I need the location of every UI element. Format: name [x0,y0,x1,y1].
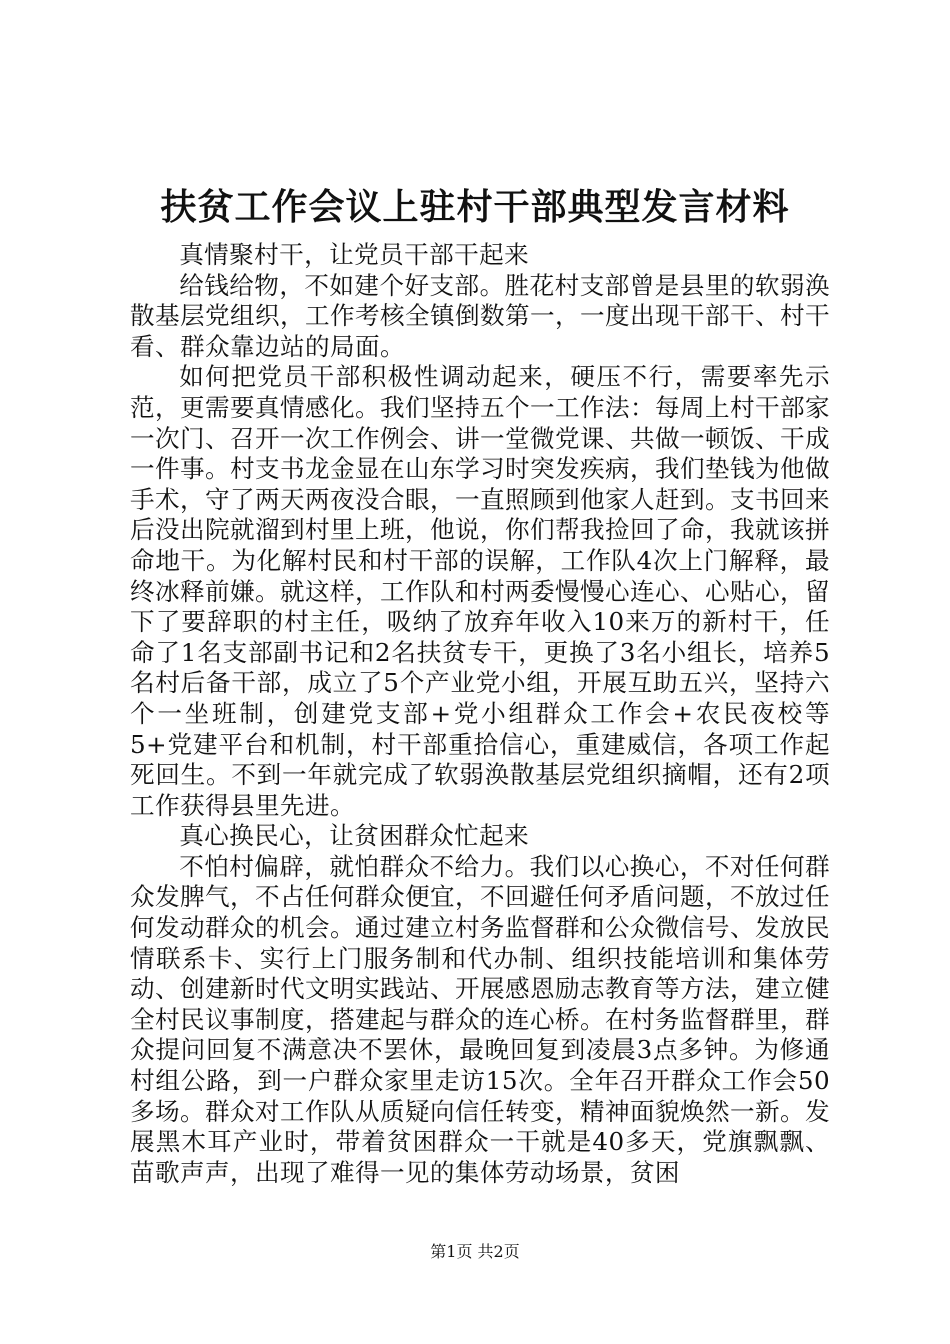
document-body [130,240,830,1188]
section-heading-2: 真心换民心，让贫困群众忙起来 [179,821,530,851]
page-footer: 第1页 共2页 [430,1242,520,1261]
paragraph-3: 不怕村偏辟，就怕群众不给力。我们以心换心，不对任何群众发脾气，不占任何群众便宜，不回避任何矛盾问题，不放过任何发动群众的机会。通过建立村务监督群和公众微信号、发放民情联系卡、实行上门服务制和代办制、组织技能培训和集体劳动、创建新时代文明实践站、开展感恩励志教育等方法，建立健全村民议事制度，搭建起与群众的连心桥。在村务监督群里，群众提问回复不满意决不罢休，最晚回复到凌晨3点多钟。为修通村组公路，到一户群众家里走访15次。全年召开群众工作会50多场。群众对工作队从质疑向信任转变，精神面貌焕然一新。发展黑木耳产业时，带着贫困群众一干就是40多天，党旗飘飘、苗歌声声，出现了难得一见的集体劳动场景，贫困 [130,851,830,1187]
paragraph-2: 如何把党员干部积极性调动起来，硬压不行，需要率先示范，更需要真情感化。我们坚持五个一工作法：每周上村干部家一次门、召开一次工作例会、讲一堂微党课、共做一顿饭、干成一件事。村支书龙金显在山东学习时突发疾病，我们垫钱为他做手术，守了两天两夜没合眼，一直照顾到他家人赶到。支书回来后没出院就溜到村里上班，他说，你们帮我捡回了命，我就该拼命地干。为化解村民和村干部的误解，工作队4次上门解释，最终冰释前嫌。就这样，工作队和村两委慢慢心连心、心贴心，留下了要辞职的村主任，吸纳了放弃年收入10来万的新村干，任命了1名支部副书记和2名扶贫专干，更换了3名小组长，培养5名村后备干部，成立了5个产业党小组，开展互助五兴，坚持六个一坐班制，创建党支部+党小组群众工作会+农民夜校等5+党建平台和机制，村干部重拾信心，重建威信，各项工作起死回生。不到一年就完成了软弱涣散基层党组织摘帽，还有2项工作获得县里先进。 [130,362,830,820]
document-title: 扶贫工作会议上驻村干部典型发言材料 [160,186,790,228]
section-heading-1: 真情聚村干，让党员干部干起来 [179,240,530,269]
paragraph-1: 给钱给物，不如建个好支部。胜花村支部曾是县里的软弱涣散基层党组织，工作考核全镇倒数第一，一度出现干部干、村干看、群众靠边站的局面。 [130,270,830,361]
